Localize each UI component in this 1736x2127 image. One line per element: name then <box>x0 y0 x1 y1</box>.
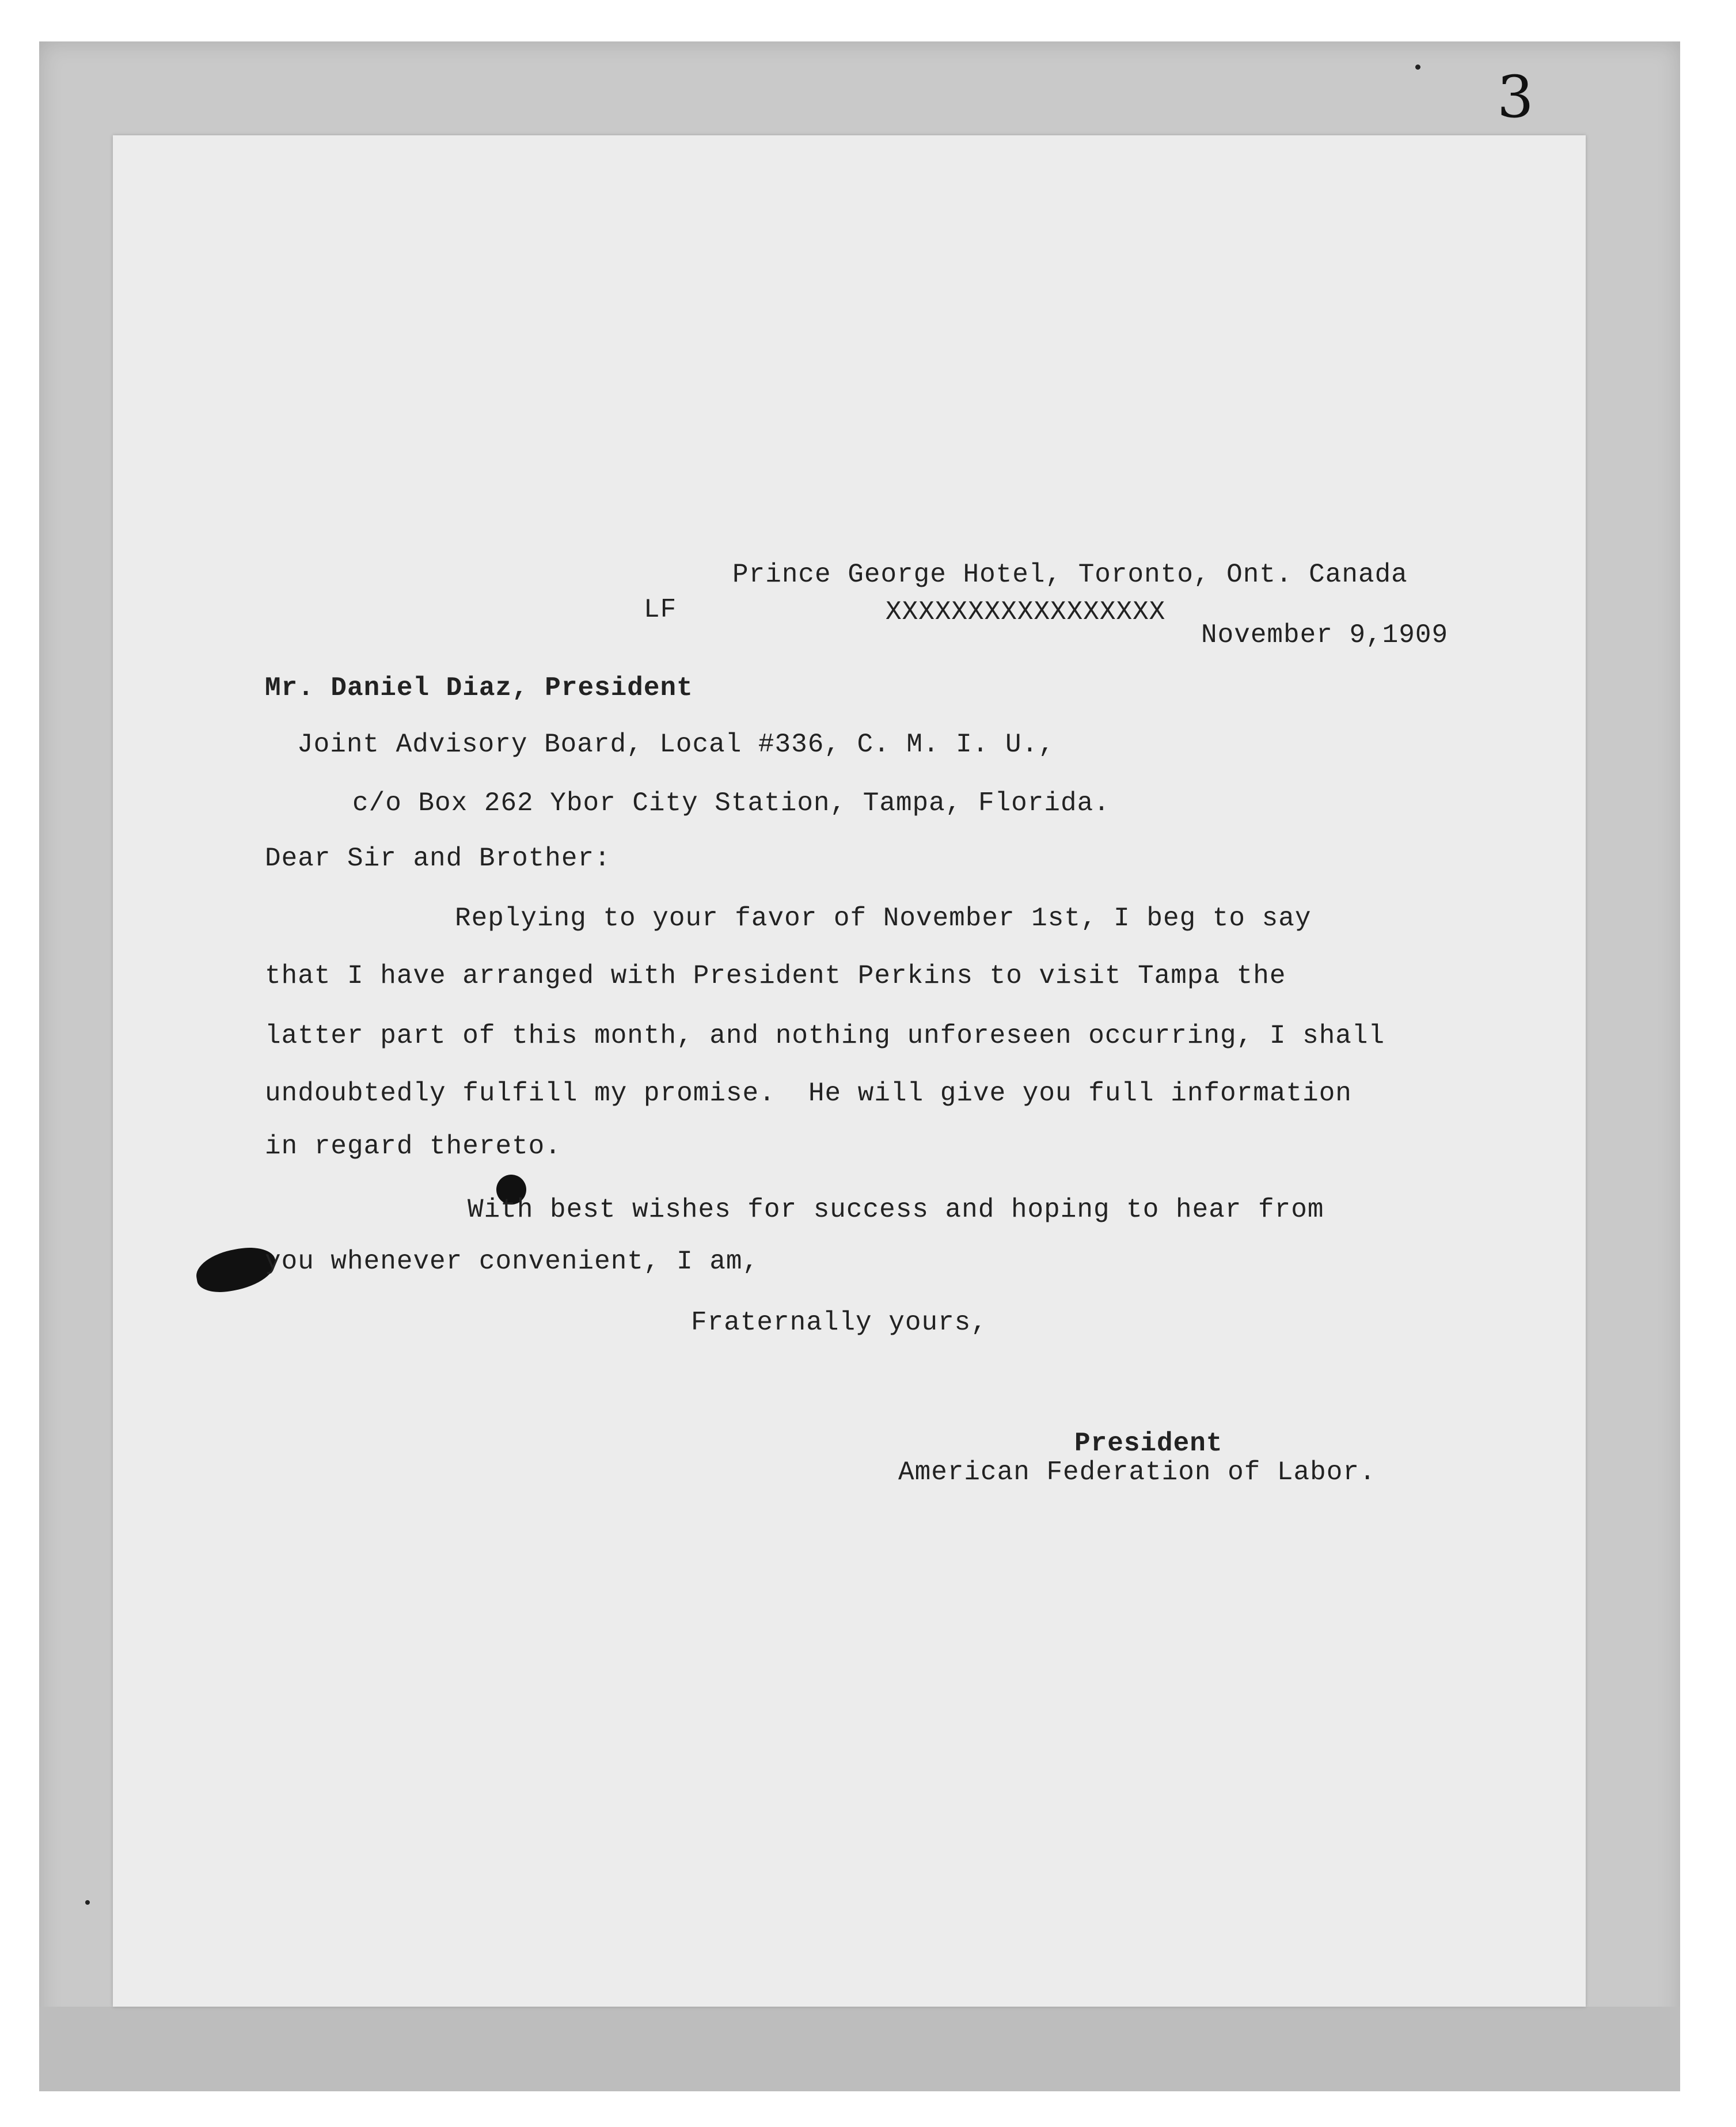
body-line: latter part of this month, and nothing unforeseen occurring, I shall <box>265 1021 1385 1051</box>
body-line: With best wishes for success and hoping to hear from <box>468 1195 1324 1225</box>
archive-page-number: 3 <box>1497 63 1534 131</box>
recipient-organization: Joint Advisory Board, Local #336, C. M. I. U., <box>297 730 1055 759</box>
body-line: in regard thereto. <box>265 1131 561 1161</box>
recipient-address: c/o Box 262 Ybor City Station, Tampa, Florida. <box>352 788 1110 818</box>
signature-title: President <box>1074 1429 1223 1458</box>
body-line: undoubtedly fulfill my promise. He will give you full information <box>265 1078 1352 1108</box>
letterhead-location: Prince George Hotel, Toronto, Ont. Canada <box>732 560 1408 590</box>
salutation: Dear Sir and Brother: <box>265 844 611 873</box>
recipient-name: Mr. Daniel Diaz, President <box>265 673 693 703</box>
body-line: Replying to your favor of November 1st, I beg to say <box>455 903 1312 933</box>
letter-page <box>113 135 1586 2007</box>
body-line: you whenever convenient, I am, <box>265 1247 759 1277</box>
signature-organization: American Federation of Labor. <box>898 1457 1376 1487</box>
typist-initials: LF <box>644 595 677 625</box>
struck-out-line: XXXXXXXXXXXXXXXXX <box>886 597 1166 627</box>
dust-speck <box>85 1900 90 1905</box>
body-line: that I have arranged with President Perkins to visit Tampa the <box>265 961 1286 991</box>
letter-date: November 9,1909 <box>1201 620 1449 650</box>
dust-speck <box>1415 64 1420 70</box>
sleeve-bottom-edge <box>39 2007 1680 2091</box>
complimentary-closing: Fraternally yours, <box>691 1308 987 1338</box>
